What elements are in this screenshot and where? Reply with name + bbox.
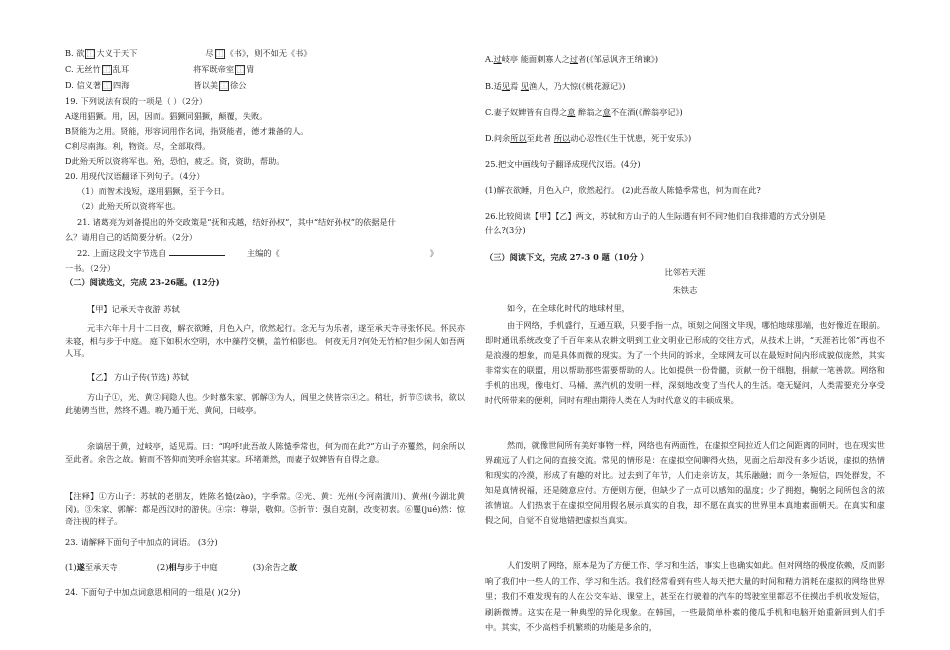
q21-line-2: 么？请用自己的话简要分析。（2分） bbox=[65, 232, 198, 242]
glyph-box-icon: ⿰ bbox=[220, 82, 228, 90]
q25-body: (1)解衣欲睡，月色入户，欣然起行。 (2)此吾故人陈慥季常也，何为而在此? bbox=[485, 185, 761, 195]
q26-line-2: 什么?(3分) bbox=[485, 225, 526, 235]
article-paragraph-3: 然而，就像世间所有美好事物一样，网络也有两面性，在虚拟空间拉近人们之间距离的同时，也在现实世界疏远了人们之间的直接交流。常见的情形是：在虚拟空间聊得火热，见面之后却没有多少话说，虚拟的热情和现实的冷漠，形成了有趣的对比。过去到了年节，人们走亲访友，其乐融融；而今一条短信，四处群发，不知是真情祝福，还是随意应付。方便则方便，但缺少了一点可以感知的温度；少了拥抱，鞠躬之间所包含的浓浓情谊。人们热衷于在虚拟空间用假名展示真实的自我，却不愿在真实的世界里本真地素面朝天。在真实和虚假之间，自觉不自觉地错把虚拟当真实。 bbox=[485, 440, 885, 525]
q20-item-1: （1）而智术浅短，遂用猖獗，至于今日。 bbox=[77, 186, 230, 196]
q24-option-b: B.适见焉 见渔人，乃大惊(《桃花源记》) bbox=[485, 81, 626, 91]
q20-item-2: （2）此殆天所以资将军也。 bbox=[77, 201, 181, 211]
glyph-box-icon: ⿰ bbox=[86, 50, 94, 58]
q24-title: 24. 下面句子中加点词意思相同的一组是( )(2分) bbox=[65, 587, 241, 597]
q24-option-c: C.妻子奴婢皆有自得之意 醉翁之意不在酒(《醉翁亭记》) bbox=[485, 107, 683, 117]
annotation-note: 【注释】①方山子：苏轼的老朋友，姓陈名慥(zào)，字季常。②光、黄：光州(今河南潢川)、黄州(今湖北黄冈)。③朱家、郭解：都是西汉时的游侠。④宗：尊崇，敬仰。⑤折节：强自克制，改变初衷。⑥矍(jué)然：惊奇注视的样子。 bbox=[65, 491, 465, 526]
q19-option-c: C利尽南海。利，物资。尽，全部取得。 bbox=[65, 141, 211, 151]
q20-title: 20. 用现代汉语翻译下列句子。（4分） bbox=[65, 171, 205, 181]
option-d-line: D. 信义著 ⿰ 四海 皆以美 ⿰ 徐公 bbox=[65, 80, 247, 90]
q22-line-2: 一书。（2分） bbox=[65, 263, 116, 273]
jia-paragraph: 元丰六年十月十二日夜，解衣欲睡，月色入户，欣然起行。念无与为乐者，遂至承天寺寻张怀民。怀民亦未寝，相与步于中庭。 庭下如积水空明，水中藻荇交横，盖竹柏影也。 何夜无月?何处无竹柏?但少闲人如吾两人耳。 bbox=[65, 323, 465, 358]
section3-title: （三）阅读下文，完成 27-3 0 题（10分 ） bbox=[485, 252, 649, 262]
answer-blank[interactable] bbox=[169, 247, 225, 256]
q21-line-1: 21. 诸葛亮为刘备提出的外交政策是“抚和戎越，结好孙权”，其中“结好孙权”的依据是什 bbox=[77, 217, 396, 227]
yi-paragraph-2: 余谪居于黄，过岐亭，适见焉。曰：“呜呼!此吾故人陈慥季常也，何为而在此?”方山子亦矍然，问余所以至此者。余告之故。俯而不答仰而笑呼余宿其家。环堵萧然，而妻子奴婢皆有自得之意。 bbox=[65, 441, 465, 464]
article-paragraph-2: 由于网络，手机盛行，互通互联，只要手指一点，顷刻之间图文毕现，哪怕地球那端，也好像近在眼前。即时通讯系统改变了千百年来从农耕文明到工业文明业已形成的交往方式，从技术上讲，“天涯若比邻”再也不是浪漫的想象，而是具体而微的现实。为了一个共同的诉求，全球网友可以在最短时间内形成貌似庞然，其实非常实在的联盟，用以帮助那些需要帮助的人。比如提供一份骨髓，贡献一份干细胞，捐献一笔善款。网络和手机的出现，像电灯、马桶、蒸汽机的发明一样，深刻地改变了当代人的生活。毫无疑问，人类需要充分享受时代所带来的便利，同时有理由期待人类在人为时代意义的丰硕成果。 bbox=[485, 320, 885, 405]
glyph-box-icon: ⿰ bbox=[103, 66, 111, 74]
q23-title: 23. 请解释下面句子中加点的词语。 (3分) bbox=[65, 537, 218, 547]
article-paragraph-4: 人们发明了网络，原本是为了方便工作、学习和生活，事实上也确实如此。但对网络的极度依赖，反而影响了我们中一些人的工作、学习和生活。我们经常看到有些人每天把大量的时间和精力消耗在虚拟的网络世界里；我们不难发现有的人在公交车站、课堂上，甚至在行驶着的汽车的驾驶室里都忍不住摸出手机收发短信，刷新微博。这实在是一种典型的异化现象。在韩国，一些最简单朴素的傻瓜手机和电脑开始重新回到人们手中。其实，不少高档手机繁琐的功能是多余的， bbox=[485, 560, 885, 632]
section2-title: （二）阅读选文，完成 23-26题。(12分) bbox=[65, 277, 220, 287]
jia-title: 【甲】记承天寺夜游 苏轼 bbox=[87, 304, 180, 314]
article-paragraph-1: 如今，在全球化时代的地球村里， bbox=[507, 303, 630, 313]
article-author: 朱铁志 bbox=[672, 285, 698, 295]
q19-title: 19. 下列说法有误的一项是（ ）（2分） bbox=[65, 96, 208, 106]
option-b-line: B. 欲 ⿰ 大义于天下 尽 ⿰ 《书》，则不如无《书》 bbox=[65, 48, 312, 58]
q25-title: 25.把文中画线句子翻译成现代汉语。(4分) bbox=[485, 159, 641, 169]
yi-paragraph-1: 方山子①，光、黄②间隐人也。少时慕朱家、郭解③为人，闾里之侠皆宗④之。稍壮，折节⑤读书，欲以此驰骋当世，然终不遇。晚乃遁于光、黄间，曰岐亭。 bbox=[65, 392, 465, 415]
q24-option-a: A.过岐亭 能面刺寡人之过者(《邹忌讽齐王纳谏》) bbox=[485, 54, 659, 64]
q23-items: (1)遂至承天寺 (2)相与步于中庭 (3)余告之故 bbox=[65, 562, 298, 572]
q26-line-1: 26.比较阅读【甲】【乙】两文，苏轼和方山子的人生际遇有何不同?他们自我排遣的方式分别是 bbox=[485, 211, 826, 221]
q22-line-1: 22. 上面这段文字节选自 主编的《 》 bbox=[77, 248, 438, 258]
glyph-box-icon: ⿰ bbox=[103, 82, 111, 90]
yi-title: 【乙】 方山子传(节选) 苏轼 bbox=[87, 372, 189, 382]
glyph-box-icon: ⿰ bbox=[216, 50, 224, 58]
q19-option-a: A遂用猖獗。用，因，因而。猖獗同猖獗，颠覆，失败。 bbox=[65, 111, 268, 121]
q19-option-b: B贤能为之用。贤能，形容词用作名词，指贤能者，德才兼备的人。 bbox=[65, 126, 309, 136]
option-c-line: C. 无丝竹 ⿰ 乱耳 将军既帝室 ⿰ 胄 bbox=[65, 64, 255, 74]
q24-option-d: D.问余所以至此者 所以动心忍性(《生于忧患，死于安乐》) bbox=[485, 133, 692, 143]
q19-option-d: D此殆天所以资将军也。殆，恐怕，疲乏。资，资助，帮助。 bbox=[65, 156, 285, 166]
article-title: 比邻若天涯 bbox=[664, 267, 706, 277]
glyph-box-icon: ⿰ bbox=[236, 66, 244, 74]
